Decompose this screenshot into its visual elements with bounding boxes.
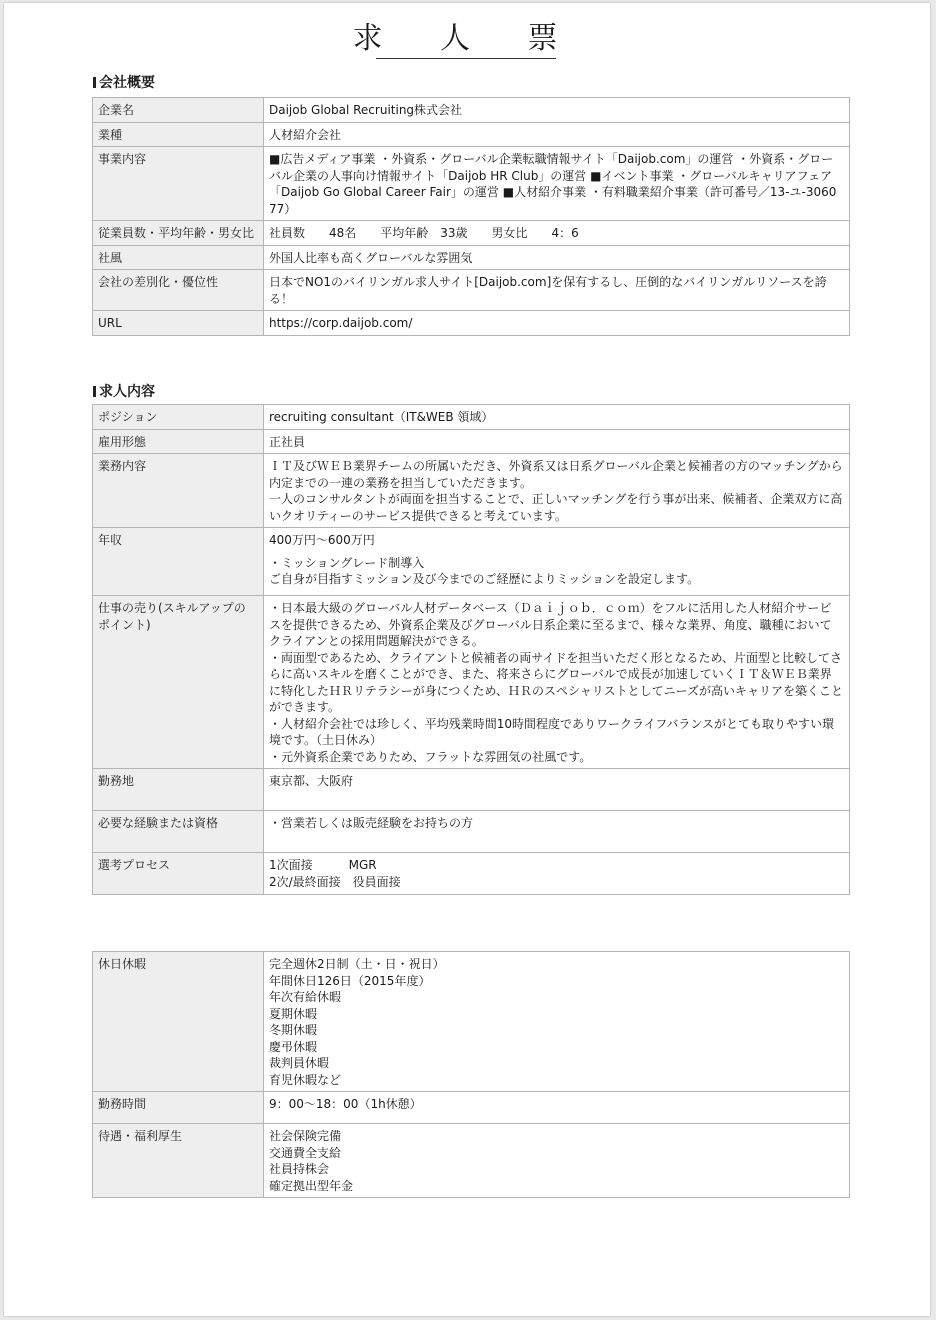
value-line: 社員数 48名 平均年齢 33歳 男女比 4：6 — [269, 226, 579, 240]
value-line: 日本でNO1のバイリンガル求人サイト[Daijob.com]を保有するし、圧倒的なバイリンガルリソースを誇る！ — [269, 275, 827, 306]
row-value — [264, 98, 850, 123]
row-value — [264, 405, 850, 430]
value-line: ・ミッショングレード制導入 — [269, 555, 425, 570]
value-line: ・日本最大級のグローバル人材データベース（Ｄａｉｊｏｂ．ｃｏｍ）をフルに活用した人材紹介サービスを提供できるため、外資系企業及びグローバル日系企業に至るまで、様々な業界、角度、職種においてクライアンとの採用問題解決ができる。 — [269, 601, 832, 648]
value-line: 社会保険完備 — [269, 1129, 342, 1143]
title-underline — [376, 58, 556, 59]
conditions-table — [92, 951, 850, 1198]
row-label: 事業内容 — [93, 147, 264, 221]
value-line: 年次有給休暇 — [269, 990, 342, 1004]
table-row — [93, 528, 850, 596]
table-row — [93, 1124, 850, 1198]
row-label: 必要な経験または資格 — [93, 811, 264, 853]
document-page — [4, 3, 930, 1316]
value-line: ご自身が目指すミッション及び今までのご経歴によりミッションを設定します。 — [269, 572, 700, 586]
value-line: 社員持株会 — [269, 1162, 330, 1176]
row-label: 選考プロセス — [93, 853, 264, 895]
row-value — [264, 1124, 850, 1198]
value-line: 確定拠出型年金 — [269, 1178, 354, 1193]
value-line: ■広告メディア事業 ・外資系・グローバル企業転職情報サイト「Daijob.com」の運営 ・外資系・グローバル企業の人事向け情報サイト「Daijob HR Club」の運営 ■イベント事業 ・グローバルキャリアフェア「Daijob Go Global Career Fair」の運営 ■人材紹介事業 ・有料職業紹介事業（許可番号／13-ユ-306077） — [269, 152, 837, 216]
company-table — [92, 97, 850, 336]
value-line: 裁判員休暇 — [269, 1056, 330, 1070]
table-row — [93, 147, 850, 221]
row-label: 待遇・福利厚生 — [93, 1124, 264, 1198]
table-row — [93, 454, 850, 528]
value-line: 外国人比率も高くグローバルな雰囲気 — [269, 250, 473, 265]
value-line: 完全週休2日制（土・日・祝日） — [269, 957, 445, 971]
value-line: 1次面接 MGR — [269, 858, 377, 872]
value-line: Daijob Global Recruiting株式会社 — [269, 103, 463, 117]
section-heading-company — [93, 74, 155, 92]
heading-bar-icon — [93, 386, 96, 397]
row-label: 業務内容 — [93, 454, 264, 528]
table-row — [93, 270, 850, 311]
row-value — [264, 853, 850, 895]
value-line: 夏期休暇 — [269, 1006, 318, 1021]
job-table — [92, 404, 850, 895]
row-label: 社風 — [93, 245, 264, 270]
row-value — [264, 811, 850, 853]
table-row — [93, 98, 850, 123]
section-heading-label: 求人内容 — [99, 384, 155, 400]
row-value — [264, 270, 850, 311]
value-line: ＩＴ及びＷＥＢ業界チームの所属いただき、外資系又は日系グローバル企業と候補者の方のマッチングから内定までの一連の業務を担当していただきます。 — [269, 459, 843, 490]
row-label: 企業名 — [93, 98, 264, 123]
row-value — [264, 454, 850, 528]
row-label: 業種 — [93, 122, 264, 147]
value-line: 冬期休暇 — [269, 1023, 318, 1037]
value-line: 400万円～600万円 — [269, 533, 375, 547]
row-label: 雇用形態 — [93, 429, 264, 454]
value-line: 育児休暇など — [269, 1072, 342, 1087]
table-row — [93, 122, 850, 147]
value-line: 9：00～18：00（1h休憩） — [269, 1097, 422, 1111]
row-value — [264, 429, 850, 454]
table-row — [93, 811, 850, 853]
table-row — [93, 769, 850, 811]
value-line: 東京都、大阪府 — [269, 774, 354, 788]
table-row — [93, 596, 850, 769]
value-line: ・営業若しくは販売経験をお持ちの方 — [269, 816, 474, 830]
document-title: 求 人 票 — [352, 21, 582, 56]
row-value — [264, 311, 850, 336]
value-line: 慶弔休暇 — [269, 1039, 318, 1054]
table-row — [93, 1092, 850, 1124]
row-value — [264, 952, 850, 1092]
row-label: 勤務時間 — [93, 1092, 264, 1124]
row-value — [264, 528, 850, 596]
row-value — [264, 147, 850, 221]
table-row — [93, 245, 850, 270]
value-line: ・両面型であるため、クライアントと候補者の両サイドを担当いただく形となるため、片面型と比較してさらに高いスキルを磨くことができ、また、将来さらにグローバルで成長が加速していくＩＴ＆ＷＥＢ業界に特化したＨＲリテラシーが身につくため、ＨＲのスペシャリストとしてニーズが高いキャリアを築くことができます。 — [269, 650, 843, 714]
value-line: recruiting consultant（IT&WEB 領域） — [269, 410, 494, 424]
row-label: 勤務地 — [93, 769, 264, 811]
row-value — [264, 122, 850, 147]
row-label: 仕事の売り(スキルアップのポイント) — [93, 596, 264, 769]
table-row — [93, 221, 850, 246]
row-value — [264, 769, 850, 811]
table-row — [93, 429, 850, 454]
section-heading-job — [93, 383, 155, 401]
value-line: 一人のコンサルタントが両面を担当することで、正しいマッチングを行う事が出来、候補者、企業双方に高いクオリティーのサービス提供できると考えています。 — [269, 492, 843, 523]
section-heading-label: 会社概要 — [99, 75, 155, 91]
table-row — [93, 853, 850, 895]
table-row — [93, 311, 850, 336]
table-row — [93, 405, 850, 430]
row-value — [264, 596, 850, 769]
row-label: URL — [93, 311, 264, 336]
row-value — [264, 245, 850, 270]
row-label: ポジション — [93, 405, 264, 430]
value-line: 年間休日126日（2015年度） — [269, 973, 431, 988]
table-row — [93, 952, 850, 1092]
row-label: 会社の差別化・優位性 — [93, 270, 264, 311]
value-line: https://corp.daijob.com/ — [269, 316, 413, 330]
heading-bar-icon — [93, 77, 96, 88]
value-line: 2次/最終面接 役員面接 — [269, 874, 401, 889]
row-label: 年収 — [93, 528, 264, 596]
value-line: 交通費全支給 — [269, 1145, 342, 1160]
row-label: 従業員数・平均年齢・男女比 — [93, 221, 264, 246]
value-line: 正社員 — [269, 434, 306, 449]
value-line: ・人材紹介会社では珍しく、平均残業時間10時間程度でありワークライフバランスがとても取りやすい環境です。（土日休み） — [269, 716, 834, 747]
value-line: 人材紹介会社 — [269, 127, 342, 142]
row-label: 休日休暇 — [93, 952, 264, 1092]
row-value — [264, 221, 850, 246]
value-line: ・元外資系企業でありため、フラットな雰囲気の社風です。 — [269, 749, 592, 764]
row-value — [264, 1092, 850, 1124]
